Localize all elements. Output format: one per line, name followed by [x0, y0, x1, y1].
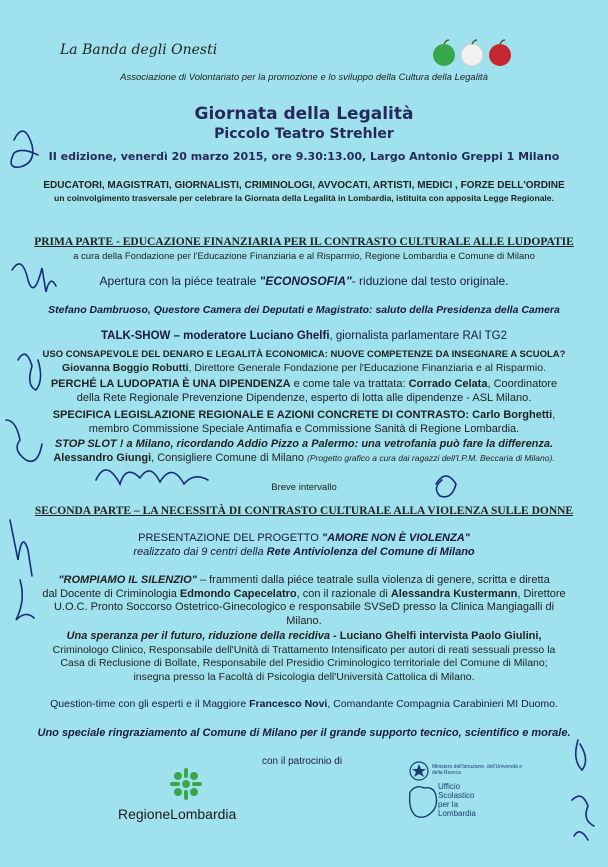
- speranza-title: Una speranza per il futuro, riduzione della recidiva: [66, 630, 330, 642]
- ufficio-l3: per la: [438, 800, 459, 809]
- rete-antiviolenza: Rete Antiviolenza del Comune di Milano: [266, 546, 475, 558]
- part1-curator: a cura della Fondazione per l'Educazione Finanziaria e al Risparmio, Regione Lombardia e Comune di Milano: [73, 251, 535, 262]
- capecelatro-name: Edmondo Capecelatro: [179, 587, 297, 600]
- stopslot-text2: a Palermo: una vetrofania può fare la differenza.: [298, 438, 554, 450]
- celata-name: Corrado Celata: [408, 378, 488, 390]
- uso-question: USO CONSAPEVOLE DEL DENARO E LEGALITÀ ECONOMICA: NUOVE COMPETENZE DA INSEGNARE A SCUOLA?: [42, 349, 566, 360]
- break-label: Breve intervallo: [271, 482, 337, 493]
- silenzio-text: – frammenti dalla piéce teatrale sulla violenza di genere, scritta e diretta: [196, 574, 550, 586]
- stopslot-title: STOP SLOT !: [54, 438, 127, 450]
- presentation-text: PRESENTAZIONE DEL PROGETTO: [138, 532, 322, 544]
- talkshow-role: , giornalista parlamentare RAI TG2: [329, 330, 507, 342]
- ministero-text: Ministero dell'Istruzione, dell'Università e della Ricerca: [432, 764, 523, 776]
- boggio-name: Giovanna Boggio Robutti: [61, 361, 189, 374]
- participant-categories: EDUCATORI, MAGISTRATI, GIORNALISTI, CRIMINOLOGI, AVVOCATI, ARTISTI, MEDICI , FORZE DELL'ORDINE: [43, 180, 565, 191]
- giulini-l4: insegna presso la Facoltà di Psicologia dell'Università Cattolica di Milano.: [133, 670, 475, 683]
- giulini-l3: Casa di Reclusione di Bollate, Responsabile del Presidio Criminologico territoriale del Comune di Milano;: [60, 657, 548, 669]
- regione-lombardia-label: RegioneLombardia: [118, 806, 237, 822]
- ludopatia-heading: PERCHÉ LA LUDOPATIA È UNA DIPENDENZA: [50, 378, 291, 390]
- page-title: Giornata della Legalità: [194, 104, 414, 124]
- addio-pizzo: Addio Pizzo: [236, 438, 299, 450]
- qt-role: , Comandante Compagnia Carabinieri MI Duomo.: [327, 698, 558, 710]
- legislazione-comma: ,: [552, 409, 556, 421]
- event-date-line: II edizione, venerdì 20 marzo 2015, ore 9.30:13.00, Largo Antonio Greppi 1 Milano: [48, 150, 560, 163]
- categories-subline: un coinvolgimento trasversale per celebrare la Giornata della Legalità in Lombardia, istituita con apposita Legge Regionale.: [54, 193, 554, 203]
- giungi-role: , Consigliere Comune di Milano: [151, 451, 308, 464]
- ufficio-l2: Scolastico: [438, 791, 475, 800]
- ufficio-l1: Ufficio: [438, 782, 461, 791]
- association-description: Associazione di Volontariato per la promozione e lo sviluppo della Cultura della Legalità: [120, 72, 488, 83]
- giungi-name: Alessandro Giungi: [53, 451, 152, 464]
- silenzio-l2e: , Direttore: [517, 587, 566, 600]
- patronage-label: con il patrocinio di: [262, 756, 343, 767]
- opening-note: - riduzione dal testo originale.: [351, 274, 509, 288]
- amore-title: "AMORE NON È VIOLENZA": [321, 532, 470, 544]
- silenzio-title: "ROMPIAMO IL SILENZIO": [58, 574, 197, 586]
- ufficio-l4: Lombardia: [438, 809, 476, 818]
- part1-heading: PRIMA PARTE - EDUCAZIONE FINANZIARIA PER IL CONTRASTO CULTURALE ALLE LUDOPATIE: [34, 236, 574, 248]
- opening-text: Apertura con la piéce teatrale: [99, 274, 260, 288]
- ludopatia-text: e come tale va trattata:: [290, 378, 409, 390]
- realized-text: realizzato dai 9 centri della: [133, 546, 267, 558]
- econosofia-title: "ECONOSOFIA": [259, 274, 352, 288]
- part2-heading: SECONDA PARTE – LA NECESSITÀ DI CONTRASTO CULTURALE ALLA VIOLENZA SULLE DONNE: [34, 505, 574, 517]
- organization-logo-text: La Banda degli Onesti: [60, 42, 218, 58]
- silenzio-l2c: , con il razionale di: [296, 587, 391, 600]
- talkshow-moderator: TALK-SHOW – moderatore Luciano Ghelfi: [100, 330, 330, 342]
- celata-role-line2: della Rete Regionale Prevenzione Dipendenze, esperto di lotta alle dipendenze - ASL Milano.: [76, 391, 532, 404]
- speranza-interview: - Luciano Ghelfi intervista Paolo Giulini,: [329, 630, 542, 642]
- giungi-note: (Progetto grafico a cura dai ragazzi dell'I.P.M. Beccaria di Milano).: [307, 452, 555, 463]
- legislazione-heading: SPECIFICA LEGISLAZIONE REGIONALE E AZIONI CONCRETE DI CONTRASTO: Carlo Borghetti: [52, 409, 553, 421]
- stopslot-text: a Milano, ricordando: [126, 438, 237, 450]
- novi-name: Francesco Novi: [249, 698, 328, 710]
- kustermann-name: Alessandra Kustermann: [390, 587, 518, 600]
- borghetti-role: membro Commissione Speciale Antimafia e Commissione Sanità di Regione Lombardia.: [88, 422, 520, 435]
- thanks-line: Uno speciale ringraziamento al Comune di Milano per il grande supporto tecnico, scientifico e morale.: [37, 727, 571, 739]
- venue-subtitle: Piccolo Teatro Strehler: [214, 126, 394, 142]
- silenzio-l3: U.O.C. Pronto Soccorso Ostetrico-Ginecologico e responsabile SVSeD presso la Clinica Mangiagalli di Milano.: [53, 601, 555, 627]
- silenzio-l2a: dal Docente di Criminologia: [42, 587, 180, 600]
- dambruoso-greeting: Stefano Dambruoso, Questore Camera dei Deputati e Magistrato: saluto della Presidenza della Camera: [48, 304, 560, 316]
- celata-role: , Coordinatore: [487, 378, 558, 390]
- boggio-role: , Direttore Generale Fondazione per l'Educazione Finanziaria e al Risparmio.: [188, 361, 546, 374]
- giulini-l2: Criminologo Clinico, Responsabile dell'Unità di Trattamento Intensificato per autori di reati sessuali presso la: [52, 643, 556, 656]
- qt-text: Question-time con gli esperti e il Maggiore: [50, 698, 250, 710]
